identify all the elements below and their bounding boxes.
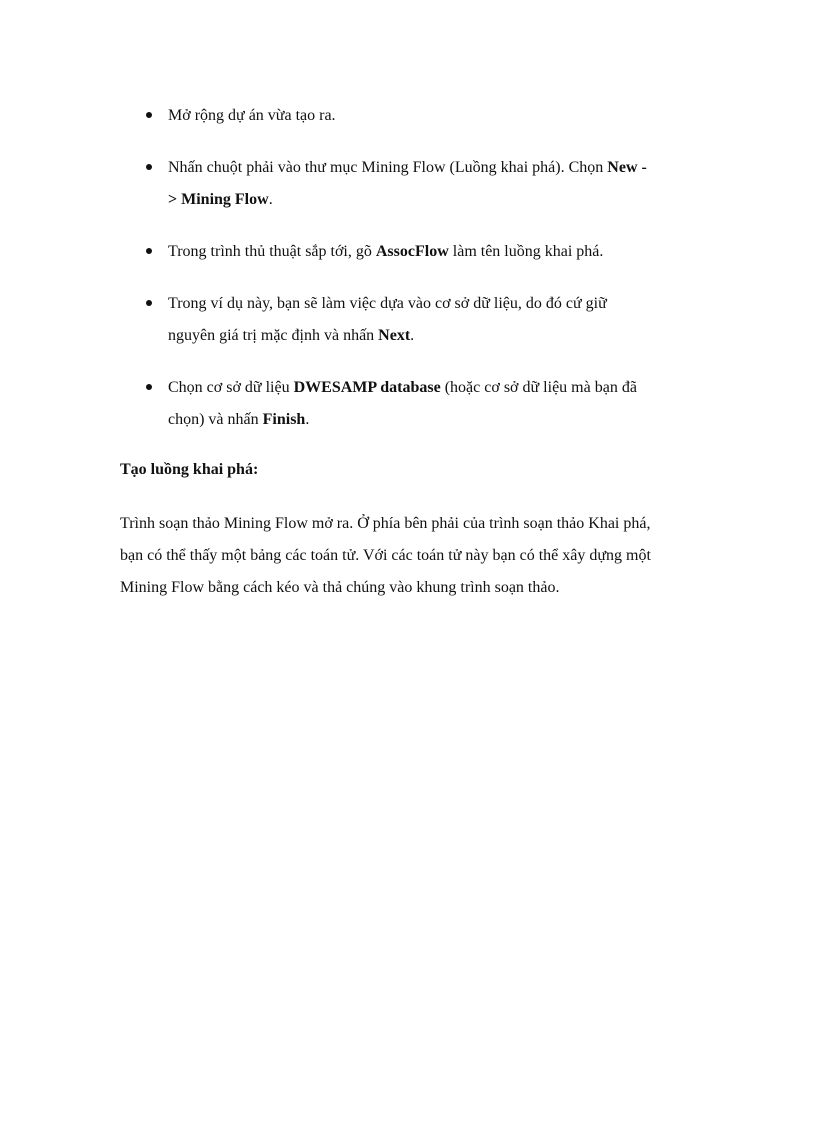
list-item-text: nguyên giá trị mặc định và nhấn: [168, 327, 379, 344]
section-heading: Tạo luồng khai phá:: [120, 461, 259, 478]
bullet-icon: [146, 248, 152, 254]
list-item: [120, 236, 700, 268]
body-paragraph: [120, 508, 710, 604]
list-item-text: Chọn cơ sở dữ liệu: [168, 379, 294, 396]
list-item-text: Nhấn chuột phải vào thư mục Mining Flow (Luồng khai phá). Chọn: [168, 159, 608, 176]
bold-term: DWESAMP database: [293, 379, 441, 396]
list-item: [120, 372, 700, 436]
instruction-list: [120, 100, 700, 456]
bold-term: Finish: [262, 411, 306, 428]
list-item: [120, 100, 700, 132]
bullet-icon: [146, 112, 152, 118]
list-item-text: .: [410, 327, 415, 344]
bullet-icon: [146, 300, 152, 306]
bold-term: New -: [607, 159, 647, 176]
bold-term: > Mining Flow: [168, 191, 269, 208]
list-item-text: Trong ví dụ này, bạn sẽ làm việc dựa vào cơ sở dữ liệu, do đó cứ giữ: [168, 295, 607, 312]
list-item-text: Mở rộng dự án vừa tạo ra.: [168, 107, 336, 124]
list-item: [120, 152, 700, 216]
paragraph-line: Trình soạn thảo Mining Flow mở ra. Ở phía bên phải của trình soạn thảo Khai phá,: [120, 515, 651, 532]
list-item-text: chọn) và nhấn: [168, 411, 263, 428]
paragraph-line: bạn có thể thấy một bảng các toán tử. Với các toán tử này bạn có thể xây dựng một: [120, 547, 651, 564]
list-item-text: .: [268, 191, 273, 208]
paragraph-line: Mining Flow bằng cách kéo và thả chúng vào khung trình soạn thảo.: [120, 579, 560, 596]
list-item-text: (hoặc cơ sở dữ liệu mà bạn đã: [440, 379, 637, 396]
bullet-icon: [146, 384, 152, 390]
list-item-text: .: [305, 411, 310, 428]
bold-term: AssocFlow: [375, 243, 449, 260]
list-item: [120, 288, 700, 352]
bold-term: Next: [378, 327, 411, 344]
bullet-icon: [146, 164, 152, 170]
list-item-text: làm tên luồng khai phá.: [448, 243, 604, 260]
list-item-text: Trong trình thủ thuật sắp tới, gõ: [168, 243, 376, 260]
